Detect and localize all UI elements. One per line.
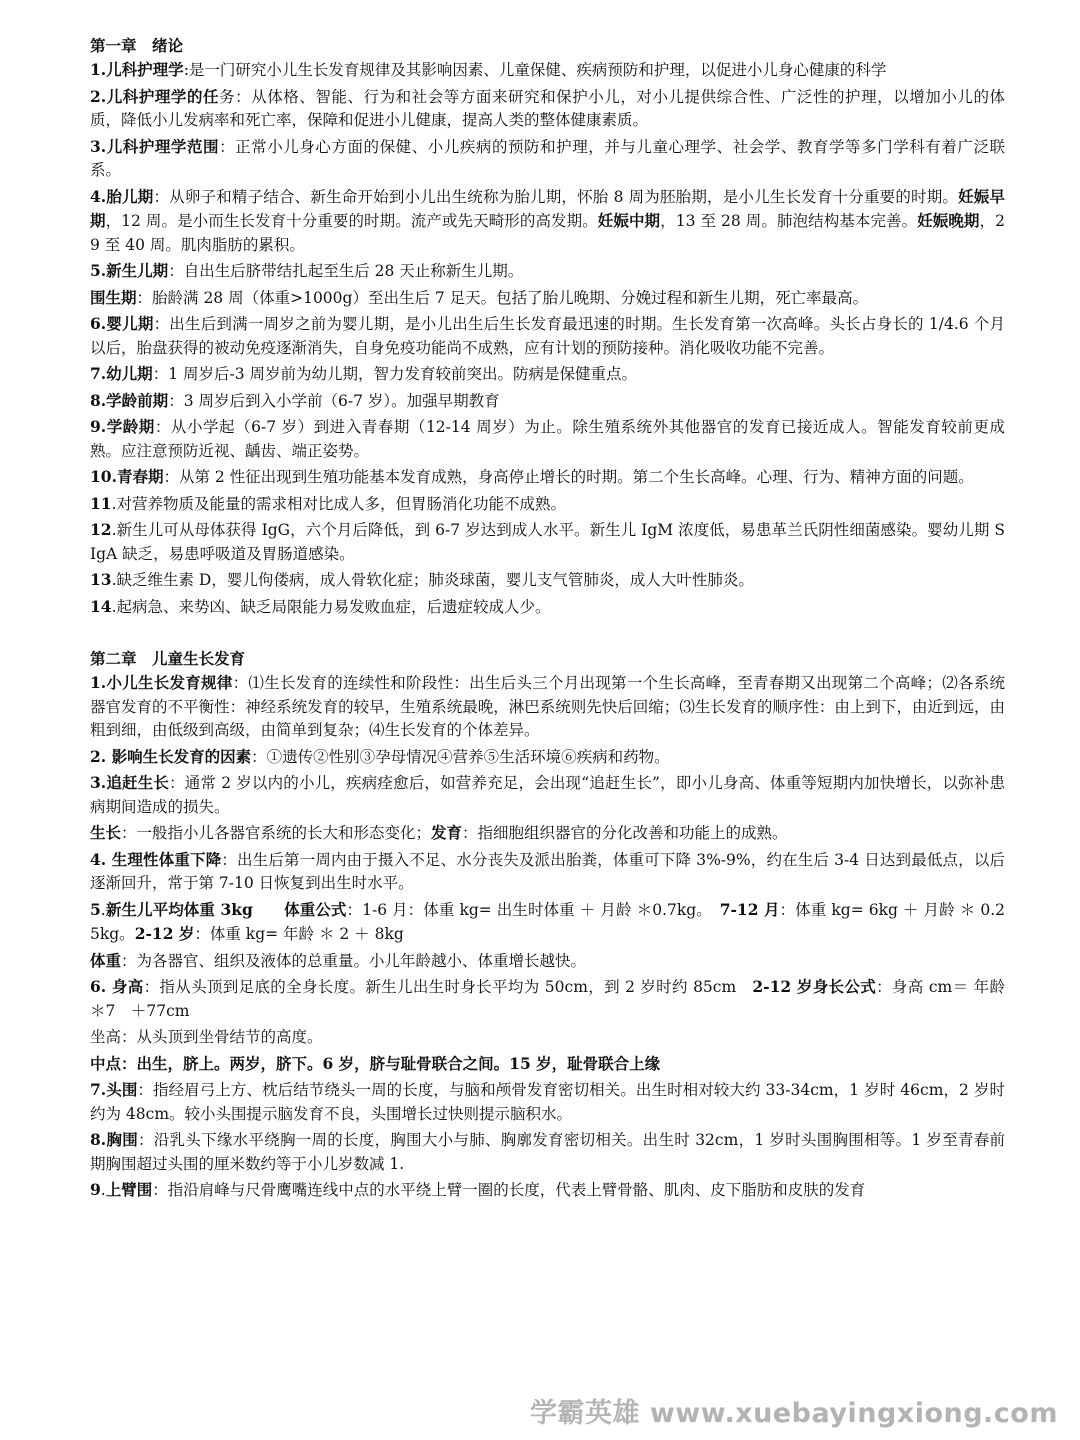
term-label: 7-12 月 bbox=[719, 899, 780, 919]
paragraph bbox=[90, 568, 1005, 593]
term-label: 7.头围 bbox=[90, 1080, 138, 1099]
paragraph-text: ：①遗传②性别③孕母情况④营养⑤生活环境⑥疾病和药物。 bbox=[251, 747, 670, 766]
paragraph-text: ：体重 kg= 6kg ＋ 月龄 ＊ 0.25kg。 bbox=[90, 900, 1005, 943]
paragraph bbox=[90, 465, 1005, 490]
paragraph bbox=[90, 821, 1005, 846]
paragraph bbox=[90, 1078, 1005, 1126]
paragraph bbox=[90, 1178, 1005, 1203]
paragraph bbox=[90, 949, 1005, 974]
paragraph bbox=[90, 415, 1005, 463]
paragraph-text: ：胎龄满 28 周（体重>1000g）至出生后 7 足天。包括了胎儿晚期、分娩过程和新生儿期，死亡率最高。 bbox=[136, 288, 869, 307]
paragraph bbox=[90, 259, 1005, 284]
term-label: 3.儿科护理学范围 bbox=[90, 136, 220, 156]
paragraph-text: . bbox=[100, 900, 106, 919]
paragraph-text: .对营养物质及能量的需求相对比成人多，但胃肠消化功能不成熟。 bbox=[111, 494, 567, 513]
paragraph bbox=[90, 745, 1005, 770]
term-label: 10.青春期 bbox=[90, 467, 164, 486]
paragraph bbox=[90, 286, 1005, 311]
paragraph-text: ：指细胞组织器官的分化改善和功能上的成熟。 bbox=[462, 824, 788, 842]
paragraph-text: ：3 周岁后到入小学前（6-7 岁）。加强早期教育 bbox=[168, 391, 500, 410]
paragraph bbox=[90, 1025, 1005, 1050]
term-label: 3.追赶生长 bbox=[90, 773, 170, 792]
paragraph bbox=[90, 671, 1005, 743]
term-label: 2-12 岁身长公式 bbox=[752, 977, 877, 996]
term-label: 2-12 岁 bbox=[134, 924, 195, 943]
term-label: 5.新生儿期 bbox=[90, 261, 169, 280]
paragraph-text: :是一门研究小儿生长发育规律及其影响因素、儿童保健、疾病预防和护理，以促进小儿身心健康的科学 bbox=[183, 61, 887, 79]
paragraph-text: ：体重 kg= 年龄 ＊ 2 ＋ 8kg bbox=[194, 925, 404, 943]
term-label: 生长 bbox=[90, 823, 122, 842]
document-page bbox=[90, 34, 1005, 1205]
term-label: 1.小儿生长发育规律 bbox=[90, 673, 233, 692]
paragraph bbox=[90, 848, 1005, 896]
paragraph bbox=[90, 58, 1005, 83]
term-label: 13 bbox=[90, 570, 112, 589]
paragraph bbox=[90, 492, 1005, 517]
paragraph-text: ：指从头顶到足底的全身长度。新生儿出生时身长平均为 50cm，到 2 岁时约 85cm bbox=[143, 978, 753, 996]
term-label: 妊娠中期 bbox=[597, 211, 661, 230]
paragraph-text: ：从小学起（6-7 岁）到进入青春期（12-14 周岁）为止。除生殖系统外其他器官的发育已接近成人。智能发育较前更成熟。应注意预防近视、龋齿、端正姿势。 bbox=[90, 418, 1005, 460]
paragraph bbox=[90, 1128, 1005, 1176]
term-label: 5 bbox=[90, 899, 101, 919]
paragraph bbox=[90, 135, 1005, 183]
paragraph bbox=[90, 898, 1005, 947]
term-label: 6. 身高 bbox=[90, 977, 144, 996]
document-content bbox=[90, 34, 1005, 1203]
paragraph-text: ：正常小儿身心方面的保健、小儿疾病的预防和护理，并与儿童心理学、社会学、教育学等多门学科有着广泛联系。 bbox=[90, 137, 1005, 179]
chapter-title: 第一章 绪论 bbox=[90, 36, 184, 55]
term-label: 8.胸围 bbox=[90, 1130, 138, 1149]
paragraph-text: 务：从体格、智能、行为和社会等方面来研究和保护小儿，对小儿提供综合性、广泛性的护理，以增加小儿的体质，降低小儿发病率和死亡率，保障和促进小儿健康，提高人类的整体健康素质。 bbox=[90, 87, 1005, 129]
paragraph-text: ：从卵子和精子结合、新生命开始到小儿出生统称为胎儿期，怀胎 8 周为胚胎期，是小儿生长发育十分重要的时期。 bbox=[153, 187, 959, 206]
term-label: 体重 bbox=[90, 950, 122, 970]
term-label: 妊娠早期 bbox=[90, 186, 1005, 230]
paragraph-text: ，12 周。是小而生长发育十分重要的时期。流产或先天畸形的高发期。 bbox=[105, 212, 598, 230]
chapter-title: 第二章 儿童生长发育 bbox=[90, 649, 246, 668]
paragraph-text: .缺乏维生素 D，婴儿佝偻病，成人骨软化症；肺炎球菌，婴儿支气管肺炎，成人大叶性肺炎。 bbox=[111, 571, 754, 589]
paragraph bbox=[90, 312, 1005, 360]
term-label: 4.胎儿期 bbox=[90, 186, 154, 206]
term-label: 7.幼儿期 bbox=[90, 364, 153, 383]
paragraph-text: ：指沿肩峰与尺骨鹰嘴连线中点的水平绕上臂一圈的长度，代表上臂骨骼、肌肉、皮下脂肪和皮肤的发育 bbox=[152, 1181, 866, 1199]
site-watermark: 学霸英雄 www.xuebayingxiong.com bbox=[529, 1398, 1058, 1429]
term-label: 围生期 bbox=[90, 287, 137, 307]
paragraph-text: ：从第 2 性征出现到生殖功能基本发育成熟，身高停止增长的时期。第二个生长高峰。心理、行为、精神方面的问题。 bbox=[163, 468, 974, 486]
term-label: 4. 生理性体重下降 bbox=[90, 849, 222, 869]
paragraph-text: 坐高：从头顶到坐骨结节的高度。 bbox=[90, 1028, 323, 1046]
paragraph-text: ：指经眉弓上方、枕后结节绕头一周的长度，与脑和颅骨发育密切相关。出生时相对较大约 33-34cm，1 岁时 46cm，2 岁时约为 48cm。较小头围提示脑发育不良，头围增长过快则提示脑积水。 bbox=[90, 1081, 1005, 1123]
paragraph-text: ：出生后到满一周岁之前为婴儿期，是小儿出生后生长发育最迅速的时期。生长发育第一次高峰。头长占身长的 1/4.6 个月以后，胎盘获得的被动免疫逐渐消失，自身免疫功能尚不成熟，应有计划的预防接种。消化吸收功能不完善。 bbox=[90, 315, 1006, 357]
term-label: 1.儿科护理学 bbox=[90, 60, 184, 79]
term-label: 2.儿科护理学的任 bbox=[90, 86, 220, 106]
paragraph bbox=[90, 85, 1005, 133]
paragraph bbox=[90, 771, 1005, 819]
paragraph-text: ：⑴生长发育的连续性和阶段性：出生后头三个月出现第一个生长高峰，至青春期又出现第二个高峰；⑵各系统器官发育的不平衡性：神经系统发育的较早，生殖系统最晚，淋巴系统则先快后回缩；⑶生长发育的顺序性：由上到下，由近到远，由粗到细，由低级到高级，由简单到复杂；⑷生长发育的个体差异。 bbox=[90, 674, 1005, 739]
paragraph-text: .新生儿可从母体获得 IgG，六个月后降低，到 6-7 岁达到成人水平。新生儿 IgM 浓度低，易患革兰氏阴性细菌感染。婴幼儿期 SIgA 缺乏，易患呼吸道及胃肠道感染。 bbox=[90, 521, 1005, 563]
term-label: 12 bbox=[90, 520, 112, 539]
term-label: 11 bbox=[90, 493, 112, 513]
paragraph bbox=[90, 185, 1005, 258]
paragraph-text: ：为各器官、组织及液体的总重量。小儿年龄越小、体重增长越快。 bbox=[121, 951, 587, 970]
term-label: 中点：出生，脐上。两岁，脐下。6 岁，脐与耻骨联合之间。15 岁，耻骨联合上缘 bbox=[90, 1053, 661, 1073]
paragraph bbox=[90, 595, 1005, 620]
paragraph bbox=[90, 362, 1005, 387]
paragraph-text: ，29 至 40 周。肌肉脂肪的累积。 bbox=[90, 212, 1005, 254]
paragraph-text: ：1 周岁后-3 周岁前为幼儿期，智力发育较前突出。防病是保健重点。 bbox=[152, 365, 638, 383]
paragraph bbox=[90, 389, 1005, 414]
paragraph-text: . bbox=[100, 1181, 106, 1199]
paragraph-text: ：出生后第一周内由于摄入不足、水分丧失及派出胎粪，体重可下降 3%-9%，约在生后 3-4 日达到最低点，以后逐渐回升，常于第 7-10 日恢复到出生时水平。 bbox=[90, 850, 1005, 892]
paragraph-text: ：一般指小儿各器官系统的长大和形态变化； bbox=[121, 824, 432, 842]
paragraph bbox=[90, 518, 1005, 566]
term-label: 14 bbox=[90, 596, 112, 616]
paragraph-text: ：自出生后脐带结扎起至生后 28 天止称新生儿期。 bbox=[168, 262, 524, 280]
term-label: 上臂围 bbox=[105, 1180, 153, 1199]
paragraph-text: ：通常 2 岁以内的小儿，疾病痊愈后，如营养充足，会出现“追赶生长”，即小儿身高、体重等短期内加快增长，以弥补患病期间造成的损失。 bbox=[90, 774, 1005, 816]
term-label: 妊娠晚期 bbox=[917, 211, 980, 230]
term-label: 新生儿平均体重 3kg 体重公式 bbox=[105, 899, 347, 919]
term-label: 发育 bbox=[431, 823, 463, 842]
paragraph-text: ：身高 cm＝ 年龄 ＊7 ＋77cm bbox=[90, 978, 1006, 1020]
term-label: 9 bbox=[90, 1180, 101, 1199]
term-label: 2. 影响生长发育的因素 bbox=[90, 746, 252, 766]
paragraph bbox=[90, 975, 1005, 1023]
paragraph-text: .起病急、来势凶、缺乏局限能力易发败血症，后遗症较成人少。 bbox=[111, 597, 551, 616]
paragraph-text: ，13 至 28 周。肺泡结构基本完善。 bbox=[660, 212, 918, 230]
term-label: 6.婴儿期 bbox=[90, 314, 154, 333]
paragraph-text: ：沿乳头下缘水平绕胸一周的长度，胸围大小与肺、胸廓发育密切相关。出生时 32cm，1 岁时头围胸围相等。1 岁至青春前期胸围超过头围的厘米数约等于小儿岁数减 1. bbox=[90, 1131, 1005, 1173]
term-label: 9.学龄期 bbox=[90, 417, 155, 436]
term-label: 8.学龄前期 bbox=[90, 390, 169, 410]
paragraph bbox=[90, 1052, 1005, 1077]
paragraph-text: ：1-6 月：体重 kg= 出生时体重 ＋ 月龄 ＊0.7kg。 bbox=[346, 900, 720, 919]
